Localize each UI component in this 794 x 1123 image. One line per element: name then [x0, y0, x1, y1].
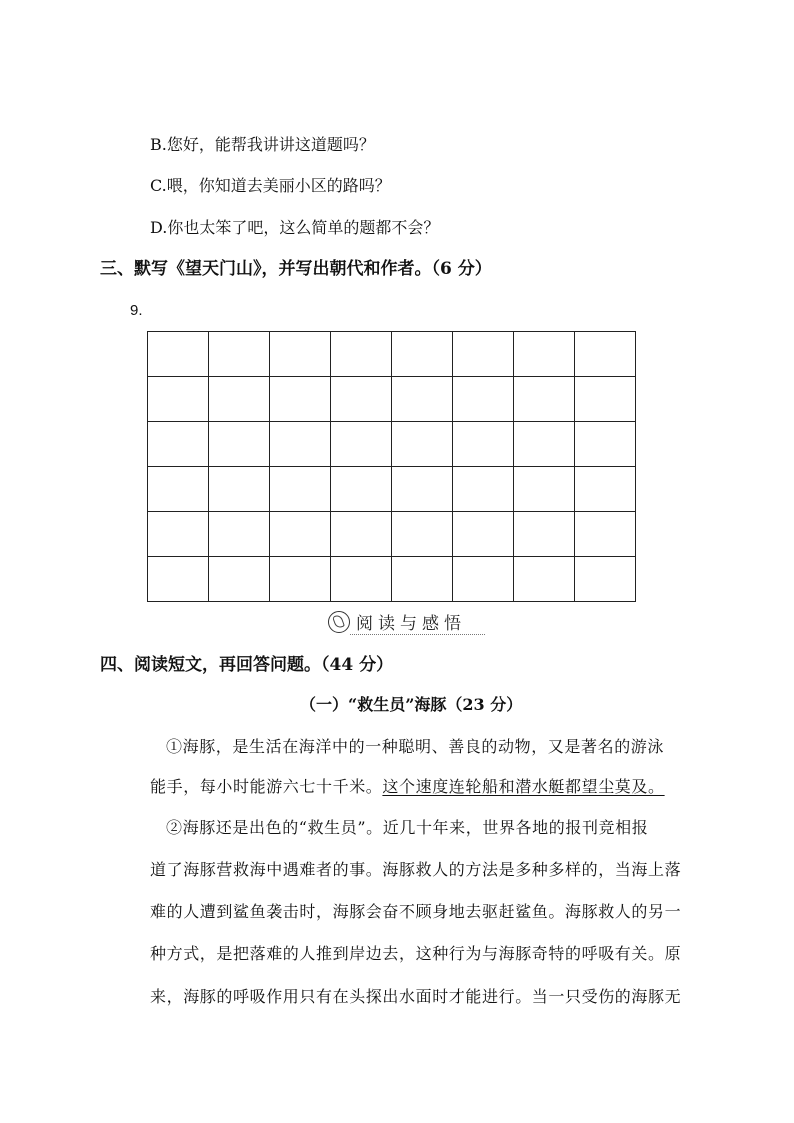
grid-cell[interactable] [575, 332, 636, 377]
grid-cell[interactable] [209, 512, 270, 557]
grid-cell[interactable] [331, 467, 392, 512]
grid-cell[interactable] [331, 377, 392, 422]
section-3-heading: 三、默写《望天门山》，并写出朝代和作者。（6 分） [100, 259, 492, 279]
option-d: D.你也太笨了吧，这么简单的题都不会？ [150, 218, 440, 237]
question-number-9: 9. [130, 302, 143, 319]
grid-cell[interactable] [392, 512, 453, 557]
grid-cell[interactable] [148, 377, 209, 422]
grid-cell[interactable] [575, 467, 636, 512]
grid-cell[interactable] [209, 332, 270, 377]
grid-row [148, 332, 636, 377]
writing-grid [147, 331, 636, 602]
passage-title: （一）“救生员”海豚（23 分） [300, 695, 523, 714]
grid-cell[interactable] [209, 377, 270, 422]
grid-cell[interactable] [392, 377, 453, 422]
grid-cell[interactable] [148, 422, 209, 467]
grid-cell[interactable] [392, 557, 453, 602]
paragraph-1-line-1: ①海豚，是生活在海洋中的一种聪明、善良的动物，又是著名的游泳 [166, 737, 665, 756]
grid-cell[interactable] [575, 377, 636, 422]
grid-cell[interactable] [331, 557, 392, 602]
grid-cell[interactable] [514, 332, 575, 377]
paragraph-1-plain-text: 能手，每小时能游六七十千米。 [150, 777, 383, 796]
grid-row [148, 512, 636, 557]
grid-cell[interactable] [453, 557, 514, 602]
grid-row [148, 557, 636, 602]
grid-cell[interactable] [148, 512, 209, 557]
grid-cell[interactable] [270, 467, 331, 512]
grid-row [148, 467, 636, 512]
grid-cell[interactable] [270, 557, 331, 602]
grid-cell[interactable] [331, 332, 392, 377]
reading-section-banner [328, 609, 466, 634]
grid-cell[interactable] [209, 557, 270, 602]
paragraph-1-line-2 [150, 777, 665, 797]
grid-cell[interactable] [514, 557, 575, 602]
grid-cell[interactable] [270, 332, 331, 377]
grid-cell[interactable] [209, 467, 270, 512]
grid-cell[interactable] [453, 422, 514, 467]
grid-cell[interactable] [514, 422, 575, 467]
grid-cell[interactable] [331, 422, 392, 467]
grid-cell[interactable] [453, 512, 514, 557]
paragraph-2-line-5: 来，海豚的呼吸作用只有在头探出水面时才能进行。当一只受伤的海豚无 [150, 987, 682, 1006]
paragraph-2-line-2: 道了海豚营救海中遇难者的事。海豚救人的方法是多种多样的，当海上落 [150, 860, 682, 879]
grid-cell[interactable] [209, 422, 270, 467]
grid-cell[interactable] [148, 332, 209, 377]
grid-cell[interactable] [148, 557, 209, 602]
banner-divider [350, 634, 485, 635]
paragraph-2-line-1: ②海豚还是出色的“救生员”。近几十年来，世界各地的报刊竞相报 [166, 818, 649, 837]
grid-cell[interactable] [514, 377, 575, 422]
grid-row [148, 422, 636, 467]
grid-cell[interactable] [575, 557, 636, 602]
banner-label: 阅读与感悟 [356, 614, 466, 633]
grid-cell[interactable] [270, 377, 331, 422]
grid-cell[interactable] [453, 332, 514, 377]
grid-cell[interactable] [453, 377, 514, 422]
grid-row [148, 377, 636, 422]
paragraph-2-line-4: 种方式，是把落难的人推到岸边去，这种行为与海豚奇特的呼吸有关。原 [150, 944, 682, 963]
grid-cell[interactable] [392, 422, 453, 467]
grid-cell[interactable] [514, 512, 575, 557]
option-b: B.您好，能帮我讲讲这道题吗？ [150, 135, 375, 154]
reading-icon [328, 611, 350, 633]
grid-cell[interactable] [575, 512, 636, 557]
grid-cell[interactable] [148, 467, 209, 512]
grid-cell[interactable] [392, 467, 453, 512]
paragraph-2-line-3: 难的人遭到鲨鱼袭击时，海豚会奋不顾身地去驱赶鲨鱼。海豚救人的另一 [150, 902, 682, 921]
grid-cell[interactable] [270, 422, 331, 467]
grid-cell[interactable] [453, 467, 514, 512]
underlined-sentence: 这个速度连轮船和潜水艇都望尘莫及。 [382, 777, 665, 796]
grid-cell[interactable] [331, 512, 392, 557]
grid-cell[interactable] [514, 467, 575, 512]
grid-cell[interactable] [575, 422, 636, 467]
option-c: C.喂，你知道去美丽小区的路吗？ [150, 176, 391, 195]
grid-cell[interactable] [270, 512, 331, 557]
section-4-heading: 四、阅读短文，再回答问题。（44 分） [100, 655, 394, 675]
grid-cell[interactable] [392, 332, 453, 377]
